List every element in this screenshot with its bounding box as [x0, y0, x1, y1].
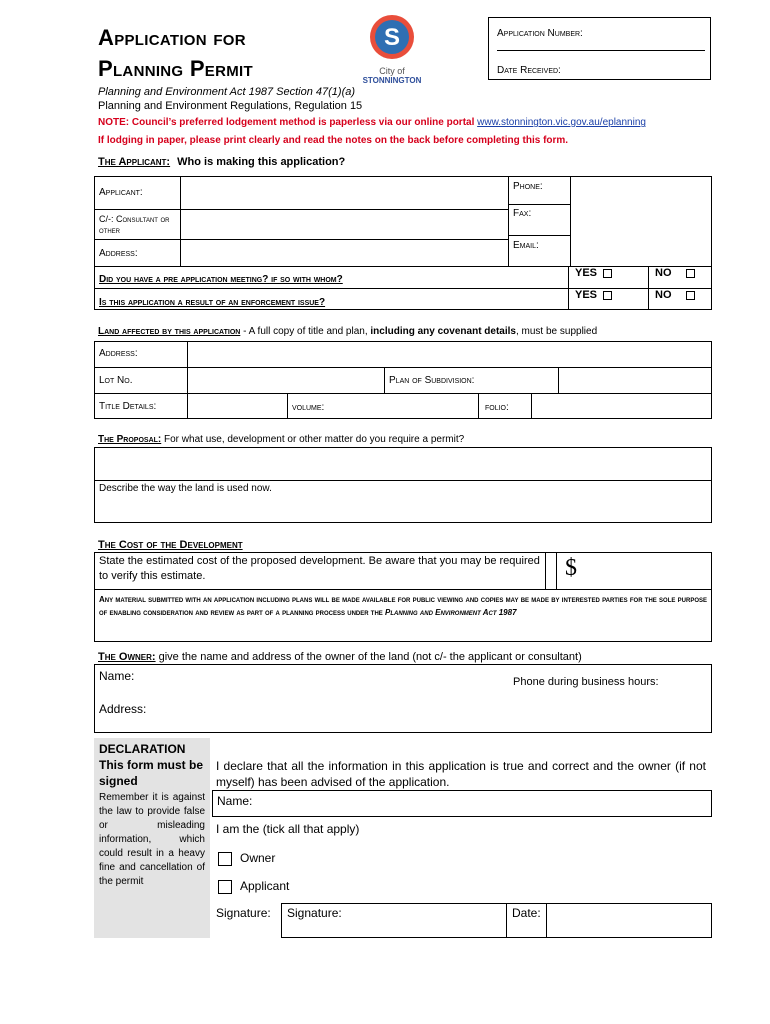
proposal-heading-label: The Proposal:: [98, 434, 162, 445]
land-heading-label: Land affected by this application: [98, 326, 241, 337]
public-viewing-notice-text: Any material submitted with an application including plans will be made available for public viewing and copies may be made by interested parties for the sole purpose of enabling consideration and review as part of a planning process under the: [99, 595, 707, 617]
i-am-label: I am the (tick all that apply): [216, 822, 360, 836]
land-address-input[interactable]: [188, 342, 711, 367]
date-label: Date:: [512, 906, 541, 920]
owner-heading: [98, 651, 582, 663]
declaration-statement: I declare that all the information in this application is true and correct and the owner (if not myself) has been advised of the application.: [216, 759, 706, 789]
public-viewing-notice: [99, 593, 707, 619]
enforcement-no-label: NO: [655, 289, 672, 301]
declaration-heading: DECLARATION: [99, 742, 186, 756]
pre-meeting-no[interactable]: [655, 267, 695, 279]
declaration-name-field[interactable]: [212, 790, 712, 817]
enforcement-yes-checkbox[interactable]: [603, 291, 612, 300]
owner-option-label: Owner: [240, 851, 276, 865]
owner-box[interactable]: [94, 664, 712, 733]
proposal-heading-sub: For what use, development or other matter do you require a permit?: [161, 434, 465, 445]
cost-heading: The Cost of the Development: [98, 539, 243, 551]
applicant-input[interactable]: [181, 177, 507, 208]
declaration-name-label: Name:: [217, 794, 253, 808]
land-desc-c: , must be supplied: [515, 326, 598, 337]
land-heading: [98, 326, 597, 337]
legislation-line-2: Planning and Environment Regulations, Regulation 15: [98, 100, 363, 112]
must-sign-label: This form must be signed: [99, 758, 204, 788]
consultant-input[interactable]: [181, 210, 507, 239]
volume-input[interactable]: [340, 394, 477, 419]
dollar-sign: $: [565, 555, 577, 581]
enforcement-no-checkbox[interactable]: [686, 291, 695, 300]
lot-label: Lot No.: [99, 375, 133, 386]
owner-option[interactable]: [218, 851, 275, 866]
phone-input[interactable]: [571, 177, 711, 204]
title-line-2: Planning Permit: [98, 56, 253, 81]
signature-label: Signature:: [287, 906, 342, 920]
phone-label: Phone:: [513, 181, 543, 192]
application-number-line[interactable]: [497, 50, 705, 51]
describe-land-label: Describe the way the land is used now.: [99, 483, 272, 494]
enforcement-label: Is this application a result of an enforcement issue?: [99, 297, 326, 308]
owner-checkbox[interactable]: [218, 852, 232, 866]
address-label: Address:: [99, 248, 138, 259]
land-desc-b: including any covenant details: [370, 326, 516, 337]
plan-input[interactable]: [559, 368, 711, 393]
stonnington-logo-icon: [369, 14, 415, 60]
address-input[interactable]: [181, 240, 507, 266]
note-line-1: [98, 117, 646, 128]
signature-label-outer: Signature:: [216, 906, 271, 920]
owner-heading-sub: give the name and address of the owner of the land (not c/- the applicant or consultant): [155, 651, 582, 663]
date-received-label: Date Received:: [497, 65, 561, 76]
legal-warning: Remember it is against the law to provide false or misleading information, which could result in a heavy fine and cancellation of the permit: [99, 792, 205, 887]
folio-input[interactable]: [532, 394, 711, 419]
enforcement-yes[interactable]: [575, 289, 612, 301]
svg-text:S: S: [383, 24, 401, 51]
applicant-option-label: Applicant: [240, 879, 290, 893]
public-viewing-notice-act: Planning and Environment Act 1987: [385, 608, 517, 617]
fax-label: Fax:: [513, 208, 532, 219]
logo-name: STONNINGTON: [362, 76, 422, 85]
plan-label: Plan of Subdivision:: [389, 375, 475, 386]
note-text: NOTE: Council’s preferred lodgement method is paperless via our online portal: [98, 117, 478, 128]
email-label: Email:: [513, 240, 539, 251]
applicant-checkbox[interactable]: [218, 880, 232, 894]
applicant-label: Applicant:: [99, 187, 143, 198]
date-field[interactable]: [547, 904, 711, 937]
note-line-2: If lodging in paper, please print clearly and read the notes on the back before completing this form.: [98, 135, 569, 146]
cost-text-2: to verify this estimate.: [99, 570, 206, 582]
signature-field[interactable]: [282, 904, 505, 937]
pre-meeting-label: Did you have a pre application meeting? if so with whom?: [99, 274, 343, 285]
land-desc-a: - A full copy of title and plan,: [240, 326, 371, 337]
fax-input[interactable]: [571, 205, 711, 235]
title-details-label: Title Details:: [99, 401, 157, 412]
enforcement-no[interactable]: [655, 289, 695, 301]
email-input[interactable]: [571, 236, 711, 266]
owner-heading-label: The Owner:: [98, 651, 156, 663]
applicant-heading-sub: Who is making this application?: [177, 156, 346, 168]
pre-meeting-no-checkbox[interactable]: [686, 269, 695, 278]
consultant-label: C/-: Consultant or other: [99, 214, 170, 235]
lot-input[interactable]: [188, 368, 383, 393]
application-number-label: Application Number:: [497, 28, 583, 39]
eplanning-link[interactable]: www.stonnington.vic.gov.au/eplanning: [477, 117, 646, 128]
form-title: [98, 22, 253, 84]
pre-meeting-yes-checkbox[interactable]: [603, 269, 612, 278]
council-logo: [360, 14, 424, 92]
proposal-heading: [98, 434, 464, 445]
cost-text-1: State the estimated cost of the proposed development. Be aware that you may be required: [99, 555, 540, 567]
pre-meeting-yes-label: YES: [575, 267, 598, 279]
pre-meeting-no-label: NO: [655, 267, 672, 279]
office-use-box: [488, 17, 711, 80]
applicant-heading: [98, 156, 345, 168]
title-line-1: Application for: [98, 25, 246, 50]
owner-name-label: Name:: [99, 669, 135, 683]
legislation-line-1: Planning and Environment Act 1987 Section 47(1)(a): [98, 86, 356, 98]
applicant-heading-label: The Applicant:: [98, 156, 171, 168]
owner-address-label: Address:: [99, 702, 147, 716]
enforcement-yes-label: YES: [575, 289, 598, 301]
folio-label: folio:: [485, 402, 509, 413]
logo-city-of: City of: [379, 66, 405, 76]
volume-label: volume:: [292, 402, 325, 413]
applicant-option[interactable]: [218, 879, 289, 894]
owner-phone-label: Phone during business hours:: [513, 676, 659, 688]
cost-input[interactable]: [557, 553, 711, 589]
land-address-label: Address:: [99, 348, 138, 359]
pre-meeting-yes[interactable]: [575, 267, 612, 279]
